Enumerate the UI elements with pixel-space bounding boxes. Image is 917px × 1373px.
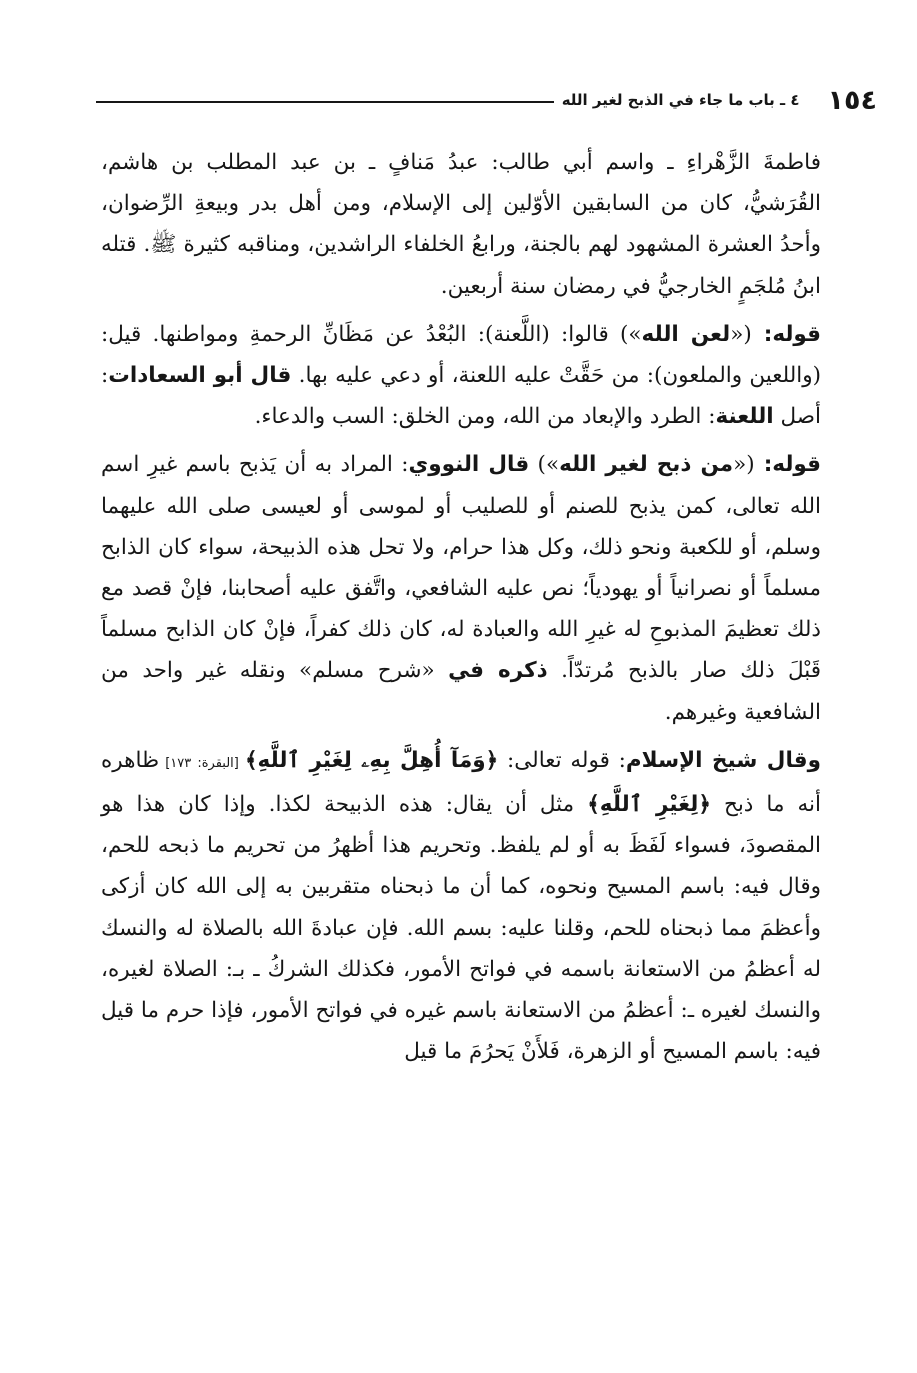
page-header: [96, 80, 877, 120]
bold-phrase: ذكره في: [448, 658, 548, 684]
verse-reference: [البقرة: ١٧٣]: [159, 755, 245, 771]
paragraph-1: [101, 142, 821, 307]
text-segment: مثل أن يقال: هذه الذبيحة لكذا. وإذا كان هذا هو المقصودَ، فسواء لَفَظَ به أو لم يلفظ. وتحريم هذا أظهرُ من تحريم ما ذبحه للحم، وقال فيه: باسم المسيح ونحوه، كما أن ما ذبحناه متقربين به إلى الله كان أزكى وأعظمَ مما ذبحناه للحم، وقلنا عليه: بسم الله. فإن عبادةَ الله بالصلاة له والنسك له أعظمُ من الاستعانة باسمه في فواتح الأمور، فكذلك الشركُ ـ بـ: الصلاة لغيره، والنسك لغيره ـ: أعظمُ من الاستعانة باسم غيره في فواتح الأمور، فإذا حرم ما قيل فيه: باسم المسيح أو الزهرة، فَلأَنْ يَحرُمَ ما قيل: [101, 792, 821, 1065]
quran-verse: ﴿وَمَآ أُهِلَّ بِهِۦ لِغَيْرِ ٱللَّهِ﴾: [244, 747, 499, 773]
text-segment: ») قالوا: (اللَّعنة): البُعْدُ عن مَظَانِّ الرحمةِ ومواطنها. قيل: (واللعين والملعون): من حَقَّتْ عليه اللعنة، أو دعي عليه بها.: [101, 321, 821, 389]
lead-word: قوله:: [754, 452, 821, 478]
page-number: ١٥٤: [827, 84, 877, 116]
bold-phrase: وقال شيخ الإسلام: [625, 747, 821, 773]
text-segment: : قوله تعالى:: [498, 747, 626, 773]
bold-phrase: قال أبو السعادات: [108, 363, 292, 389]
paragraph-3: [101, 444, 821, 732]
lead-word: قوله:: [751, 321, 821, 347]
bold-phrase: لعن الله: [641, 321, 731, 347]
text-segment: («: [733, 452, 755, 478]
text-segment: «شرح مسلم» ونقله غير واحد من الشافعية وغيرهم.: [101, 658, 821, 725]
bold-phrase: قال النووي: [408, 452, 530, 478]
bold-phrase: من ذبح لغير الله: [559, 452, 734, 478]
bold-phrase: اللعنة: [715, 404, 774, 430]
text-segment: : الطرد والإبعاد من الله، ومن الخلق: السب والدعاء.: [254, 404, 716, 430]
header-rule: [96, 101, 554, 103]
running-title: ٤ ـ باب ما جاء في الذبح لغير الله: [561, 91, 800, 109]
paragraph-2: [101, 314, 821, 438]
text-segment: »): [529, 452, 560, 478]
text-segment: فاطمةَ الزَّهْراءِ ـ واسم أبي طالب: عبدُ مَنافٍ ـ بن عبد المطلب بن هاشم، القُرَشيُّ، كان من السابقين الأوّلين إلى الإسلام، ومن أهل بدر وبيعةِ الرِّضوان، وأحدُ العشرة المشهود لهم بالجنة، ورابعُ الخلفاء الراشدين، ومناقبه كثيرة ﷺ. قتله ابنُ مُلجَمٍ الخارجيُّ في رمضان سنة أربعين.: [101, 150, 821, 299]
paragraph-4: [101, 740, 821, 1073]
text-segment: : المراد به أن يَذبح باسم غيرِ اسم الله تعالى، كمن يذبح للصنم أو للصليب أو لموسى أو لعيسى صلى الله عليهما وسلم، أو للكعبة ونحو ذلك، وكل هذا حرام، ولا تحل هذه الذبيحة، سواء كان الذابح مسلماً أو نصرانياً أو يهودياً؛ نص عليه الشافعي، واتَّفق عليه أصحابنا، فإنْ قصد مع ذلك تعظيمَ المذبوحِ له غيرِ الله والعبادة له، كان ذلك كفراً، فإنْ كان الذابح مسلماً قَبْلَ ذلك صار بالذبح مُرتدّاً.: [101, 452, 821, 684]
body-text: [101, 142, 821, 1072]
quran-verse: ﴿لِغَيْرِ ٱللَّهِ﴾: [587, 792, 711, 818]
text-segment: ظاهره أنه ما ذبح: [101, 747, 821, 818]
text-segment: : أصل: [101, 363, 821, 430]
text-segment: («: [730, 321, 752, 347]
